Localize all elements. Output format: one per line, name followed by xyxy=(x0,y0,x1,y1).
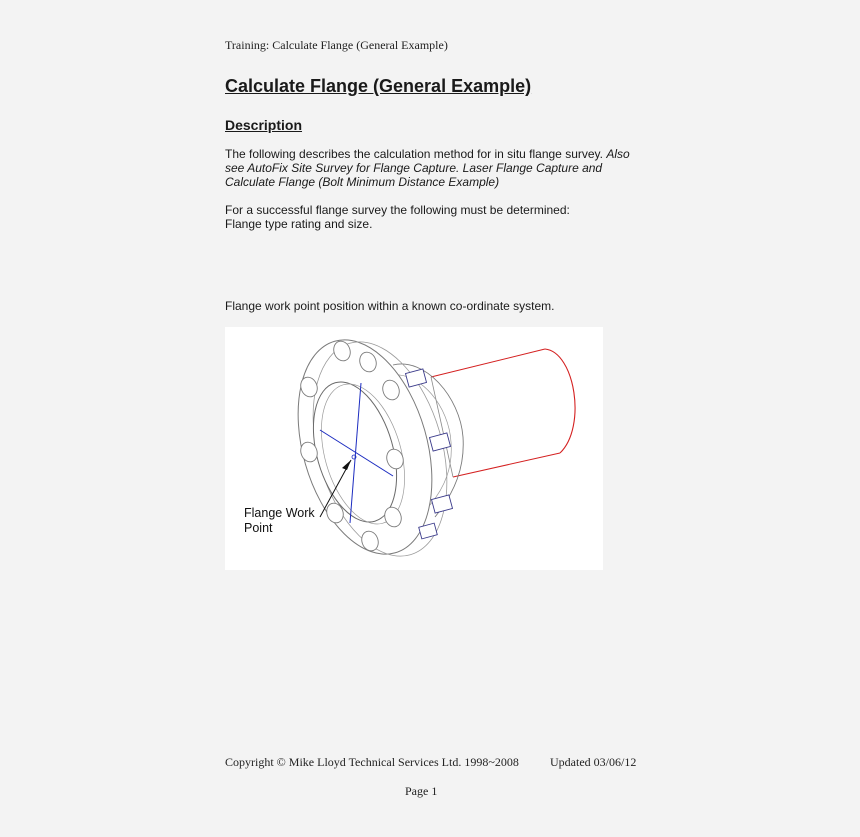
see-also-reference: Also see AutoFix Site Survey for Flange Capture. Laser Flange Capture and Calculate Flange (Bolt Minimum Distance Example) xyxy=(225,147,630,189)
pipe-body xyxy=(431,349,575,477)
footer-updated-date: Updated 03/06/12 xyxy=(550,755,637,769)
page-number: Page 1 xyxy=(405,784,438,798)
running-header: Training: Calculate Flange (General Example) xyxy=(225,38,448,52)
description-text: The following describes the calculation method for in situ flange survey. xyxy=(225,147,607,161)
page-title: Calculate Flange (General Example) xyxy=(225,76,532,96)
requirements-paragraph xyxy=(225,203,645,231)
requirements-intro: For a successful flange survey the following must be determined: xyxy=(225,203,570,217)
flange-figure xyxy=(225,327,603,570)
flange-drawing xyxy=(225,327,603,570)
work-point-label-line-2: Point xyxy=(244,521,273,535)
work-point-label-line-1: Flange Work xyxy=(244,506,315,520)
footer-copyright: Copyright © Mike Lloyd Technical Services Ltd. 1998~2008 xyxy=(225,755,519,769)
section-heading-description: Description xyxy=(225,117,303,133)
description-paragraph xyxy=(225,147,645,189)
requirement-work-point: Flange work point position within a known co-ordinate system. xyxy=(225,299,555,313)
requirement-flange-type: Flange type rating and size. xyxy=(225,217,373,231)
